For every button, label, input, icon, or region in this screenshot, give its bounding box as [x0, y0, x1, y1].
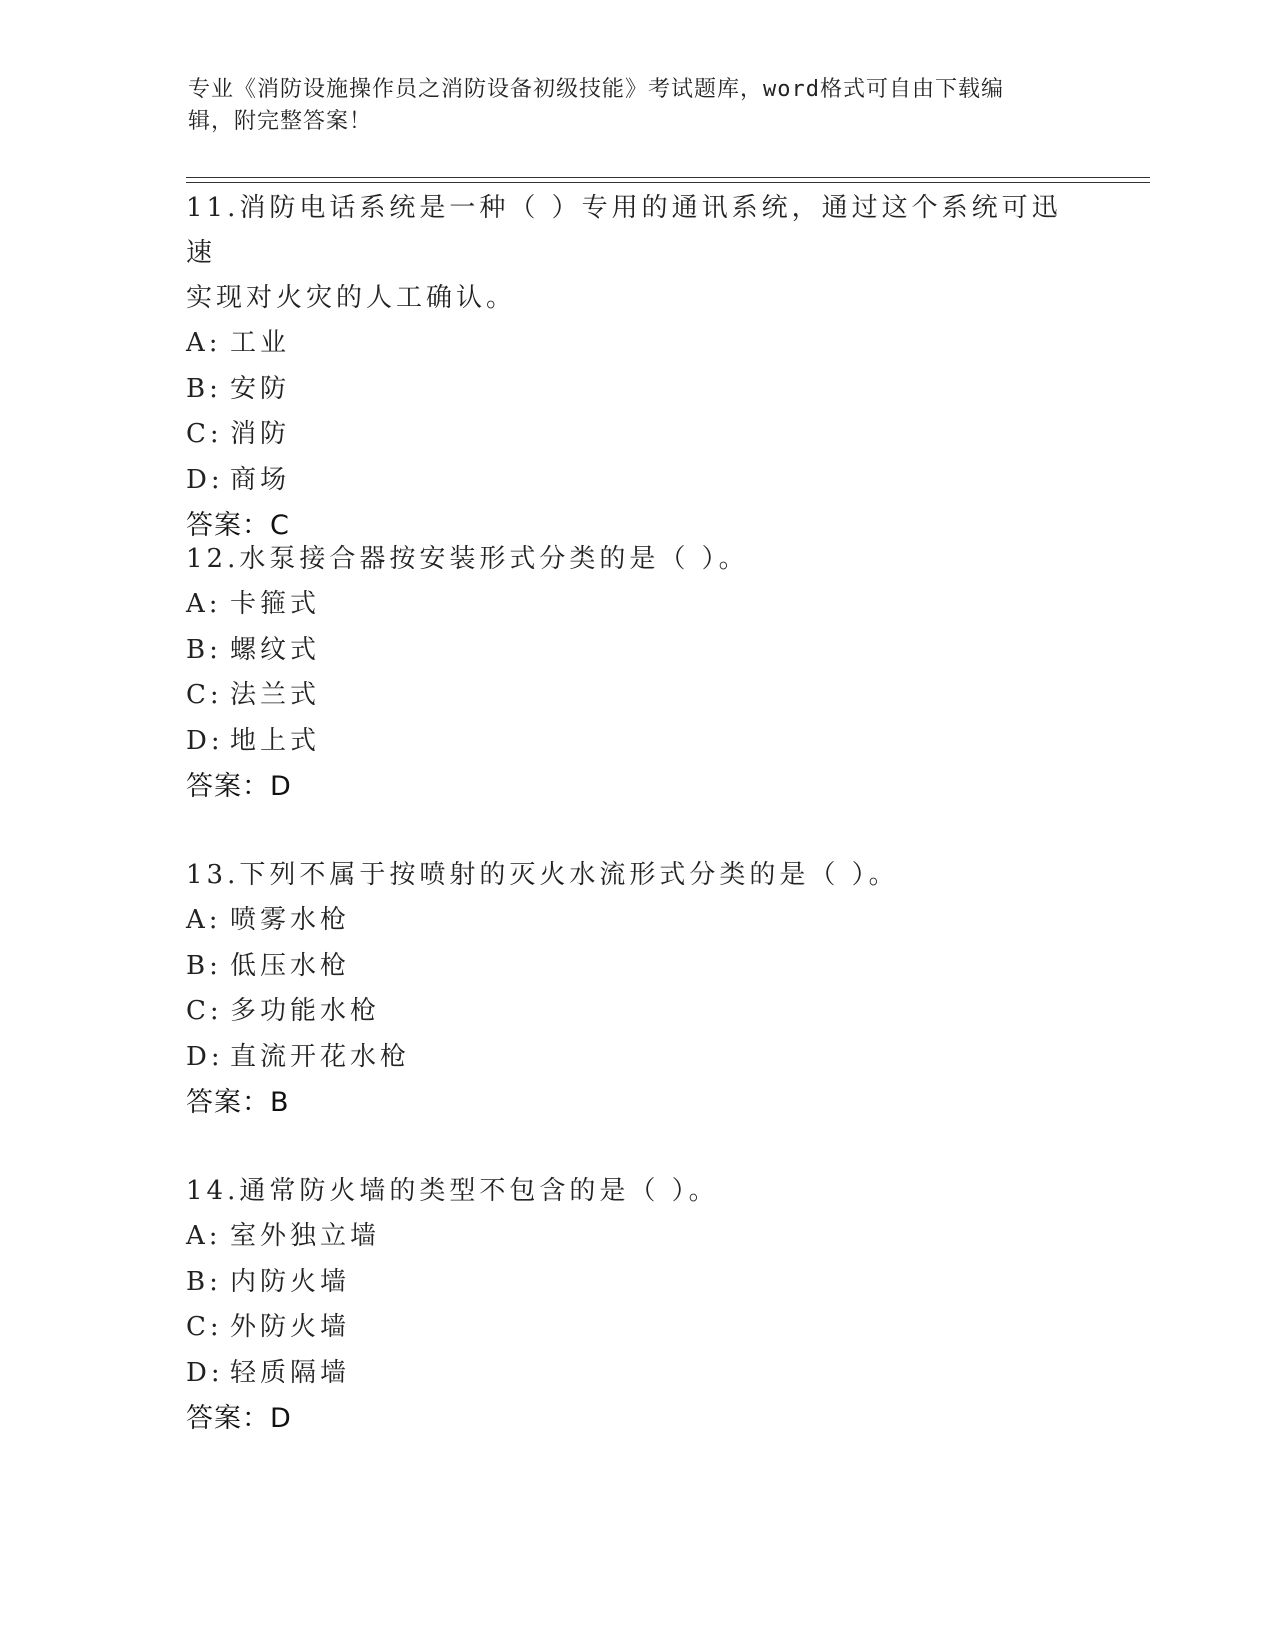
option-b [186, 628, 1086, 674]
answer-label: 答案：B [186, 1087, 290, 1118]
answer-label: 答案：D [186, 1403, 292, 1434]
option-letter: B: [186, 1266, 222, 1297]
option-text: 法兰式 [230, 680, 321, 710]
option-text: 内防火墙 [230, 1266, 351, 1297]
question-stem-line-1: 11.消防电话系统是一种（ ）专用的通讯系统，通过这个系统可迅速 [186, 193, 1062, 268]
option-text: 地上式 [230, 725, 321, 756]
question-11 [186, 186, 1086, 548]
option-a [186, 898, 1086, 944]
option-c [186, 989, 1086, 1035]
option-text: 螺纹式 [230, 634, 321, 665]
option-letter: A: [186, 589, 222, 619]
option-letter: A: [186, 1221, 222, 1251]
question-14 [186, 1169, 1086, 1441]
option-letter: C: [186, 419, 223, 449]
option-a [186, 582, 1086, 628]
option-a [186, 1214, 1086, 1260]
header-divider-bottom [186, 182, 1150, 183]
option-letter: A: [186, 328, 222, 358]
header-line-2: 辑，附完整答案！ [188, 109, 373, 134]
option-text: 直流开花水枪 [230, 1041, 411, 1072]
answer-label: 答案：D [186, 771, 292, 802]
option-text: 安防 [230, 373, 291, 404]
option-letter: D: [186, 725, 224, 756]
option-d [186, 1035, 1086, 1081]
option-letter: B: [186, 373, 222, 404]
option-b [186, 367, 1086, 413]
question-stem-line-1: 14.通常防火墙的类型不包含的是（ ）。 [186, 1176, 719, 1206]
option-letter: C: [186, 680, 223, 710]
answer-label: 答案：C [186, 510, 290, 541]
option-letter: D: [186, 1357, 224, 1388]
question-12 [186, 537, 1086, 809]
option-c [186, 412, 1086, 458]
option-letter: D: [186, 1041, 224, 1072]
header-line-1: 专业《消防设施操作员之消防设备初级技能》考试题库，word格式可自由下载编 [188, 77, 1004, 102]
question-stem-line-2: 实现对火灾的人工确认。 [186, 283, 517, 313]
option-text: 多功能水枪 [230, 996, 381, 1026]
header-divider-top [186, 177, 1150, 178]
option-a [186, 321, 1086, 367]
option-letter: D: [186, 464, 224, 495]
option-b [186, 944, 1086, 990]
option-text: 低压水枪 [230, 950, 351, 981]
option-letter: C: [186, 1312, 223, 1342]
option-c [186, 1305, 1086, 1351]
option-letter: B: [186, 634, 222, 665]
option-d [186, 1351, 1086, 1397]
option-d [186, 719, 1086, 765]
question-13 [186, 853, 1086, 1125]
document-header [188, 74, 1068, 138]
option-text: 消防 [230, 419, 291, 449]
option-text: 工业 [230, 328, 291, 358]
option-d [186, 458, 1086, 504]
option-text: 喷雾水枪 [230, 905, 351, 935]
option-text: 外防火墙 [230, 1312, 351, 1342]
option-text: 卡箍式 [230, 589, 321, 619]
option-text: 室外独立墙 [230, 1221, 381, 1251]
option-letter: B: [186, 950, 222, 981]
question-stem-line-1: 13.下列不属于按喷射的灭火水流形式分类的是（ ）。 [186, 860, 899, 890]
option-text: 商场 [230, 464, 291, 495]
option-c [186, 673, 1086, 719]
option-letter: A: [186, 905, 222, 935]
question-stem-line-1: 12.水泵接合器按安装形式分类的是（ ）。 [186, 544, 749, 574]
option-letter: C: [186, 996, 223, 1026]
option-b [186, 1260, 1086, 1306]
option-text: 轻质隔墙 [230, 1357, 351, 1388]
